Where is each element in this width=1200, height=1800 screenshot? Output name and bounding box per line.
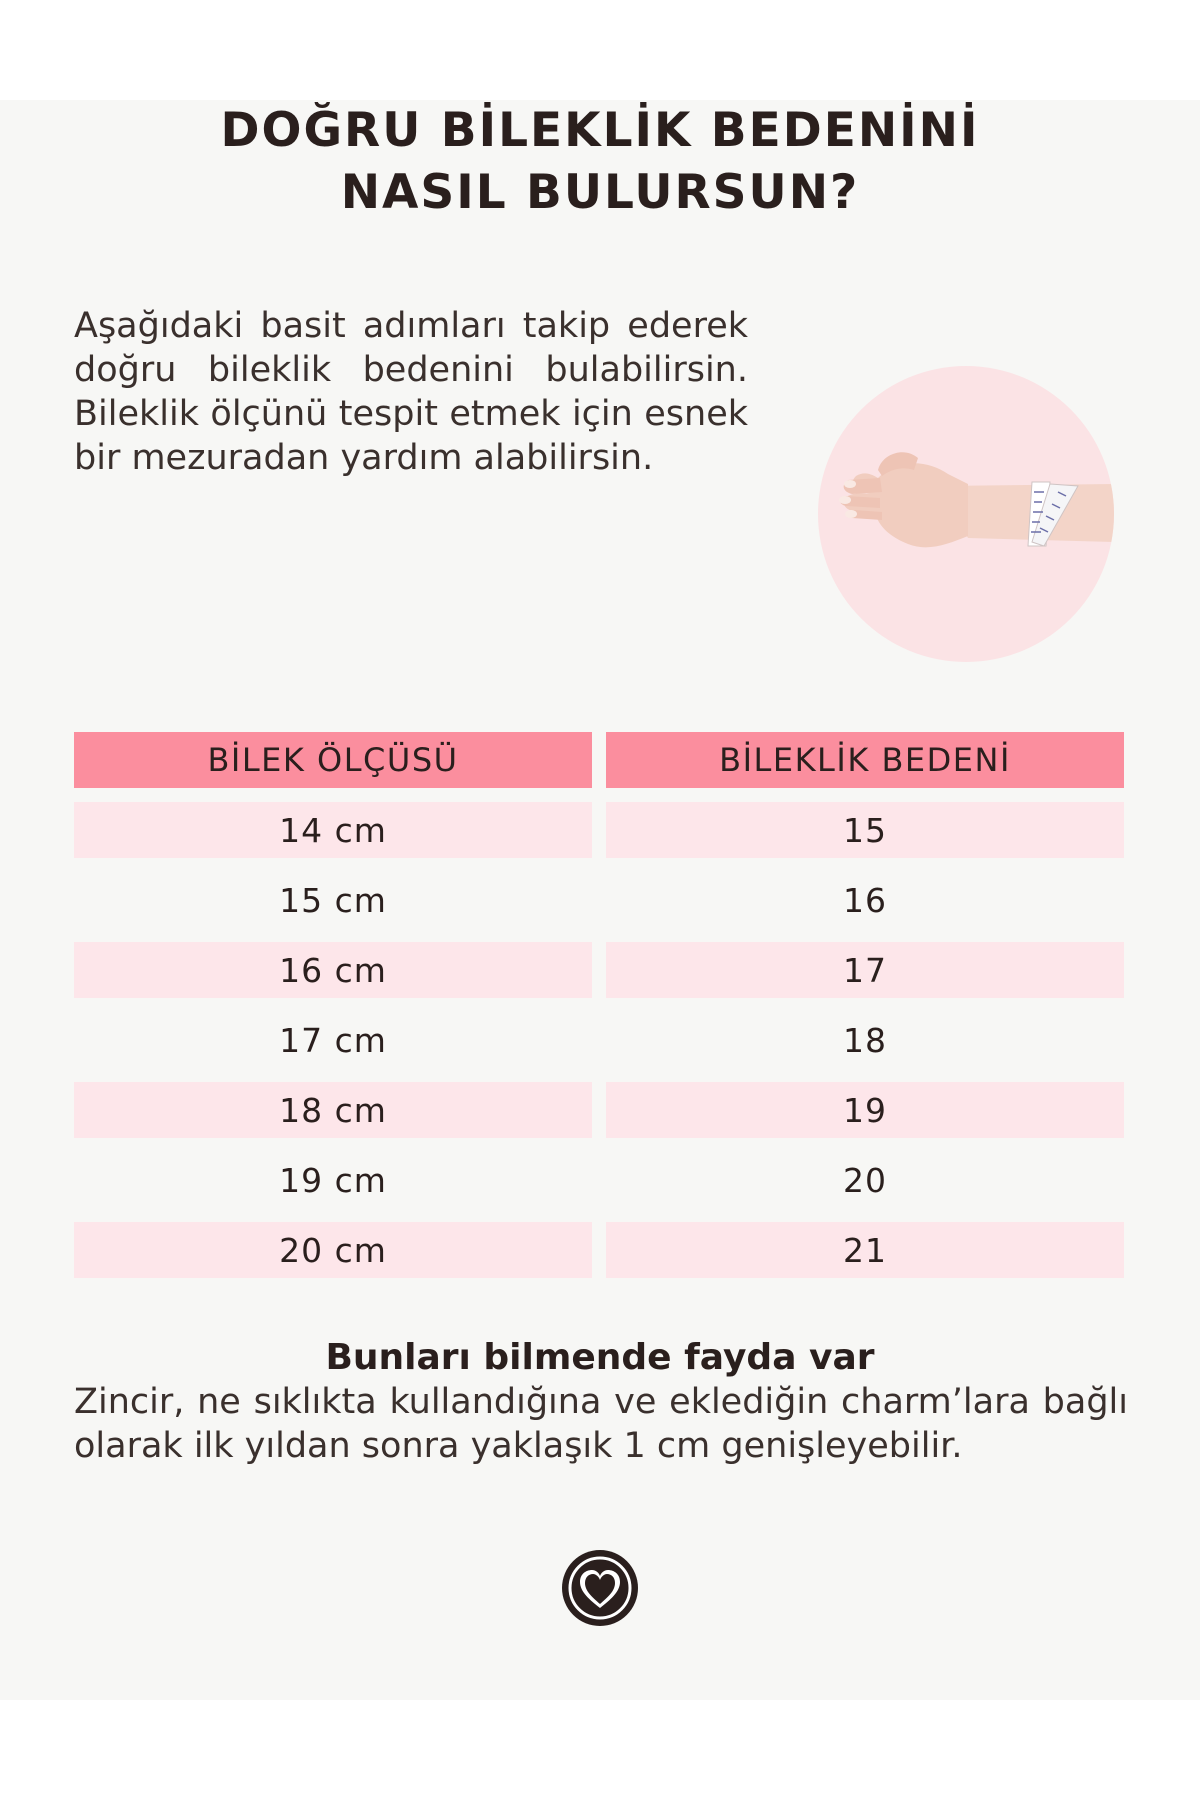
wrist-size-cell: 16 cm xyxy=(74,942,592,998)
tip-text: Zincir, ne sıklıkta kullandığına ve eklediğin charm’lara bağlı olarak ilk yıldan sonra yaklaşık 1 cm genişleyebilir. xyxy=(74,1382,1128,1466)
wrist-size-cell: 20 cm xyxy=(74,1222,592,1278)
table-row xyxy=(74,802,1124,858)
tip-heading: Bunları bilmende fayda var xyxy=(325,1337,875,1378)
bracelet-size-cell: 15 xyxy=(606,802,1124,858)
bracelet-size-cell: 16 xyxy=(843,880,887,920)
wrist-size-cell: 14 cm xyxy=(74,802,592,858)
wrist-size-cell: 19 cm xyxy=(279,1160,387,1200)
table-row xyxy=(74,942,1124,998)
bracelet-size-cell: 21 xyxy=(606,1222,1124,1278)
table-row xyxy=(74,1012,1124,1068)
bracelet-size-cell: 19 xyxy=(606,1082,1124,1138)
intro-text: Aşağıdaki basit adımları takip ederek doğru bileklik bedenini bulabilirsin. Bileklik ölçünü tespit etmek için esnek bir mezuradan yardım alabilirsin. xyxy=(74,306,748,478)
bracelet-size-cell: 17 xyxy=(606,942,1124,998)
title-line-2: NASIL BULURSUN? xyxy=(340,165,860,220)
table-row xyxy=(74,1152,1124,1208)
table-row xyxy=(74,1082,1124,1138)
table-header-row xyxy=(74,732,1124,788)
heart-logo-icon xyxy=(560,1548,640,1628)
wrist-illustration xyxy=(818,366,1114,662)
header-bracelet-size: BİLEKLİK BEDENİ xyxy=(606,732,1124,788)
wrist-size-cell: 17 cm xyxy=(279,1020,387,1060)
wrist-size-cell: 18 cm xyxy=(74,1082,592,1138)
bracelet-size-cell: 20 xyxy=(843,1160,887,1200)
size-table xyxy=(74,732,1124,1292)
wrist-measuring-tape-image xyxy=(818,366,1114,662)
wrist-size-cell: 15 cm xyxy=(279,880,387,920)
header-wrist-size: BİLEK ÖLÇÜSÜ xyxy=(74,732,592,788)
title-line-1: DOĞRU BİLEKLİK BEDENİNİ xyxy=(220,103,980,158)
page-title xyxy=(0,100,1200,224)
bracelet-size-cell: 18 xyxy=(843,1020,887,1060)
table-row xyxy=(74,1222,1124,1278)
table-row xyxy=(74,872,1124,928)
